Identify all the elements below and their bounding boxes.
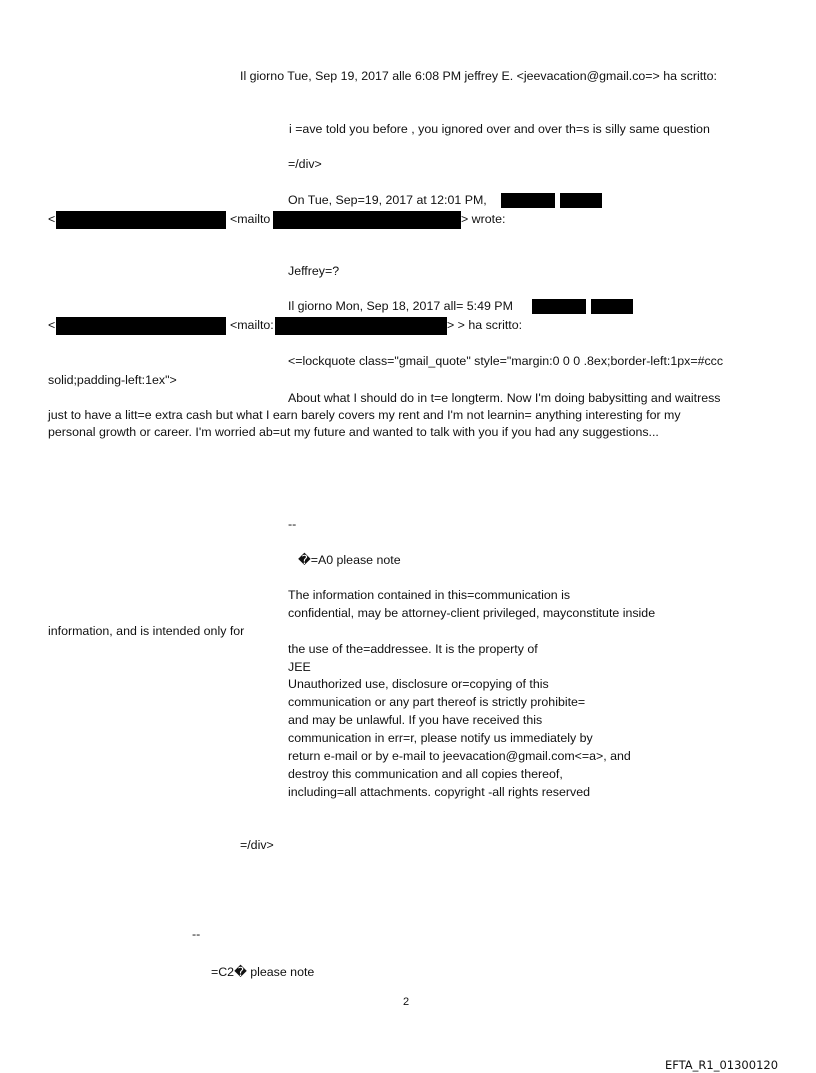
redaction-box bbox=[501, 193, 555, 208]
disclaimer-line: information, and is intended only for bbox=[48, 624, 245, 638]
address-open-bracket: < bbox=[48, 318, 56, 332]
div-tag-line: =/div> bbox=[240, 838, 274, 852]
message-body-line: About what I should do in t=e longterm. Now I'm doing babysitting and waitress bbox=[288, 391, 721, 405]
salutation-line: Jeffrey=? bbox=[288, 264, 340, 278]
message-body-line: just to have a litt=e extra cash but what I earn barely covers my rent and I'm not learnin= anything interesting for my bbox=[48, 408, 681, 422]
wrote-text: > wrote: bbox=[461, 212, 506, 226]
redaction-box bbox=[275, 317, 447, 335]
document-id: EFTA_R1_01300120 bbox=[665, 1058, 779, 1072]
message-body-line: personal growth or career. I'm worried ab=ut my future and wanted to talk with you if you had any suggestions... bbox=[48, 425, 659, 439]
redaction-box bbox=[56, 317, 226, 335]
address-open-bracket: < bbox=[48, 212, 56, 226]
disclaimer-line: Unauthorized use, disclosure or=copying of this bbox=[288, 677, 549, 691]
mailto-text: <mailto: bbox=[230, 318, 274, 332]
signature-separator: -- bbox=[288, 517, 297, 531]
disclaimer-line: communication in err=r, please notify us immediately by bbox=[288, 731, 593, 745]
please-note-line: �=A0 please note bbox=[298, 553, 401, 567]
quoted-header-line: Il giorno Mon, Sep 18, 2017 all= 5:49 PM bbox=[288, 299, 513, 313]
disclaimer-line: JEE bbox=[288, 660, 311, 674]
redaction-box bbox=[560, 193, 602, 208]
disclaimer-line: including=all attachments. copyright -all rights reserved bbox=[288, 785, 590, 799]
disclaimer-line: return e-mail or by e-mail to jeevacation@gmail.com<=a>, and bbox=[288, 749, 631, 763]
disclaimer-line: and may be unlawful. If you have received this bbox=[288, 713, 543, 727]
disclaimer-line: The information contained in this=communication is bbox=[288, 588, 571, 602]
div-tag-line: =/div> bbox=[288, 157, 322, 171]
blockquote-tag-line: <=lockquote class="gmail_quote" style="margin:0 0 0 .8ex;border-left:1px=#ccc bbox=[288, 354, 724, 368]
please-note-line: =C2� please note bbox=[211, 965, 315, 979]
redaction-box bbox=[591, 299, 633, 314]
page-number: 2 bbox=[403, 996, 410, 1008]
redaction-box bbox=[273, 211, 461, 229]
disclaimer-line: communication or any part thereof is strictly prohibite= bbox=[288, 695, 586, 709]
redaction-box bbox=[56, 211, 226, 229]
blockquote-tag-line: solid;padding-left:1ex"> bbox=[48, 373, 177, 387]
quoted-header-line: On Tue, Sep=19, 2017 at 12:01 PM, bbox=[288, 193, 487, 207]
ha-scritto-text: > > ha scritto: bbox=[447, 318, 523, 332]
reply-body-line: i =ave told you before , you ignored over and over th=s is silly same question bbox=[289, 122, 710, 136]
mailto-text: <mailto bbox=[230, 212, 271, 226]
disclaimer-line: confidential, may be attorney-client privileged, mayconstitute inside bbox=[288, 606, 656, 620]
disclaimer-line: destroy this communication and all copies thereof, bbox=[288, 767, 563, 781]
signature-separator: -- bbox=[192, 927, 201, 941]
disclaimer-line: the use of the=addressee. It is the property of bbox=[288, 642, 538, 656]
reply-header-line: Il giorno Tue, Sep 19, 2017 alle 6:08 PM jeffrey E. <jeevacation@gmail.co=> ha scritto: bbox=[240, 69, 717, 83]
redaction-box bbox=[532, 299, 586, 314]
